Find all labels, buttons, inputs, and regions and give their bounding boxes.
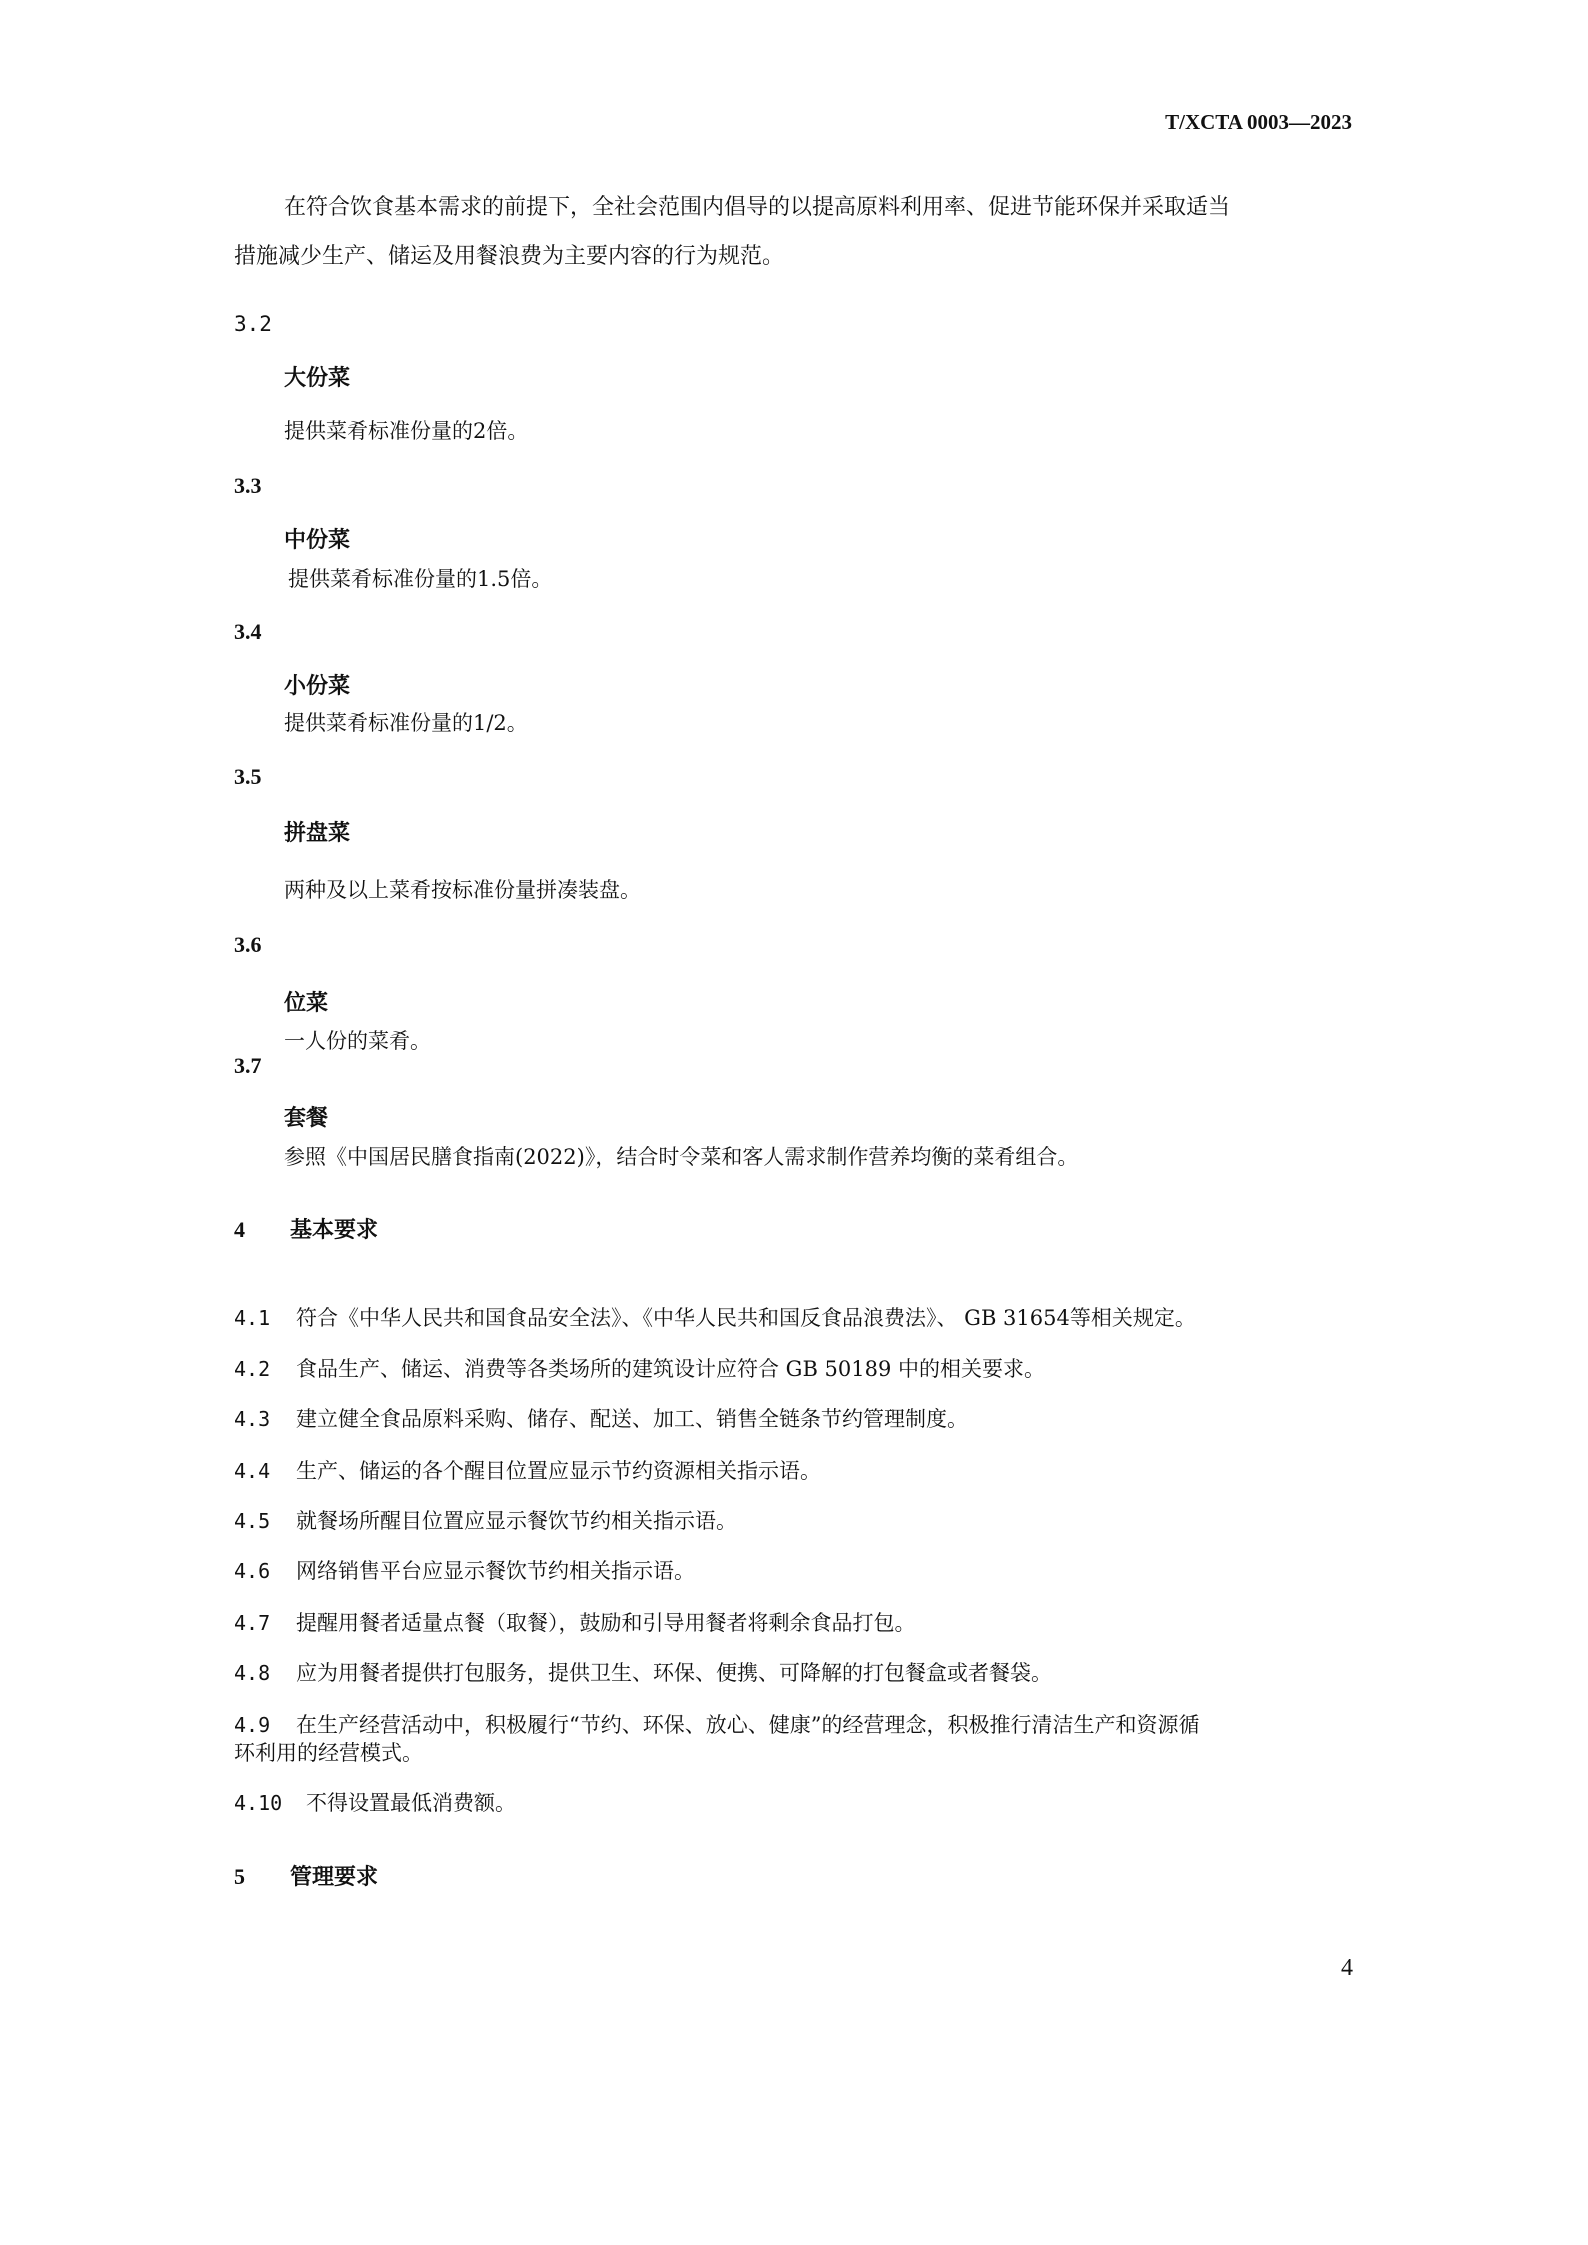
term-title: 大份菜 [284, 365, 351, 391]
requirement-text: 应为用餐者提供打包服务，提供卫生、环保、便携、可降解的打包餐盒或者餐袋。 [296, 1661, 1052, 1685]
requirement-number: 4.8 [234, 1661, 271, 1685]
section-title: 管理要求 [290, 1864, 379, 1890]
term-definition: 提供菜肴标准份量的1/2。 [284, 711, 528, 735]
term-title: 拼盘菜 [284, 820, 351, 846]
requirement-number: 4.10 [234, 1791, 283, 1815]
clause-number: 3.4 [234, 619, 262, 644]
requirement-number: 4.1 [234, 1306, 271, 1330]
requirement-text: 在生产经营活动中，积极履行“节约、环保、放心、健康”的经营理念，积极推行清洁生产和资源循 [296, 1713, 1200, 1737]
term-definition: 参照《中国居民膳食指南(2022)》，结合时令菜和客人需求制作营养均衡的菜肴组合。 [284, 1145, 1079, 1169]
intro-line-2: 措施减少生产、储运及用餐浪费为主要内容的行为规范。 [234, 244, 785, 269]
requirement-number: 4.9 [234, 1713, 271, 1737]
requirement-item [234, 1607, 916, 1637]
term-title: 小份菜 [284, 673, 351, 699]
requirement-text: 不得设置最低消费额。 [306, 1791, 516, 1815]
requirement-number: 4.2 [234, 1357, 271, 1381]
term-title: 位菜 [284, 990, 329, 1016]
requirement-text: 食品生产、储运、消费等各类场所的建筑设计应符合 GB 50189 中的相关要求。 [296, 1357, 1046, 1381]
requirement-item [234, 1787, 516, 1817]
requirement-item [234, 1403, 968, 1433]
requirement-continuation: 环利用的经营模式。 [234, 1741, 423, 1765]
term-definition: 提供菜肴标准份量的1.5倍。 [288, 567, 553, 591]
clause-number: 3.5 [234, 764, 262, 789]
requirement-text: 生产、储运的各个醒目位置应显示节约资源相关指示语。 [296, 1459, 821, 1483]
clause-number: 3.7 [234, 1053, 262, 1078]
requirement-item [234, 1302, 1196, 1332]
intro-line-1: 在符合饮食基本需求的前提下，全社会范围内倡导的以提高原料利用率、促进节能环保并采取适当 [284, 195, 1231, 220]
section-number: 5 [234, 1864, 245, 1889]
requirement-item [234, 1505, 737, 1535]
requirement-text: 符合《中华人民共和国食品安全法》、《中华人民共和国反食品浪费法》、 GB 31654等相关规定。 [296, 1306, 1196, 1330]
requirement-text: 就餐场所醒目位置应显示餐饮节约相关指示语。 [296, 1509, 737, 1533]
requirement-number: 4.5 [234, 1509, 271, 1533]
requirement-item [234, 1709, 1199, 1739]
clause-number: 3.6 [234, 932, 262, 957]
section-heading [234, 1213, 378, 1244]
requirement-number: 4.3 [234, 1407, 271, 1431]
term-definition: 提供菜肴标准份量的2倍。 [284, 419, 529, 443]
requirement-text: 提醒用餐者适量点餐（取餐），鼓励和引导用餐者将剩余食品打包。 [296, 1611, 916, 1635]
requirement-number: 4.7 [234, 1611, 271, 1635]
requirement-item [234, 1455, 821, 1485]
clause-number: 3.3 [234, 473, 262, 498]
term-definition: 一人份的菜肴。 [284, 1029, 431, 1053]
requirement-text: 建立健全食品原料采购、储存、配送、加工、销售全链条节约管理制度。 [296, 1407, 968, 1431]
requirement-number: 4.4 [234, 1459, 271, 1483]
clause-number: 3.2 [234, 312, 272, 336]
term-definition: 两种及以上菜肴按标准份量拼凑装盘。 [284, 878, 641, 902]
requirement-item [234, 1657, 1052, 1687]
section-title: 基本要求 [290, 1217, 379, 1243]
section-number: 4 [234, 1217, 245, 1242]
requirement-item [234, 1353, 1045, 1383]
requirement-text: 网络销售平台应显示餐饮节约相关指示语。 [296, 1559, 695, 1583]
page-number: 4 [1341, 1955, 1353, 1981]
requirement-item [234, 1555, 695, 1585]
term-title: 中份菜 [284, 527, 351, 553]
requirement-number: 4.6 [234, 1559, 271, 1583]
document-code: T/XCTA 0003—2023 [1165, 110, 1352, 134]
term-title: 套餐 [284, 1105, 329, 1131]
section-heading [234, 1860, 378, 1891]
